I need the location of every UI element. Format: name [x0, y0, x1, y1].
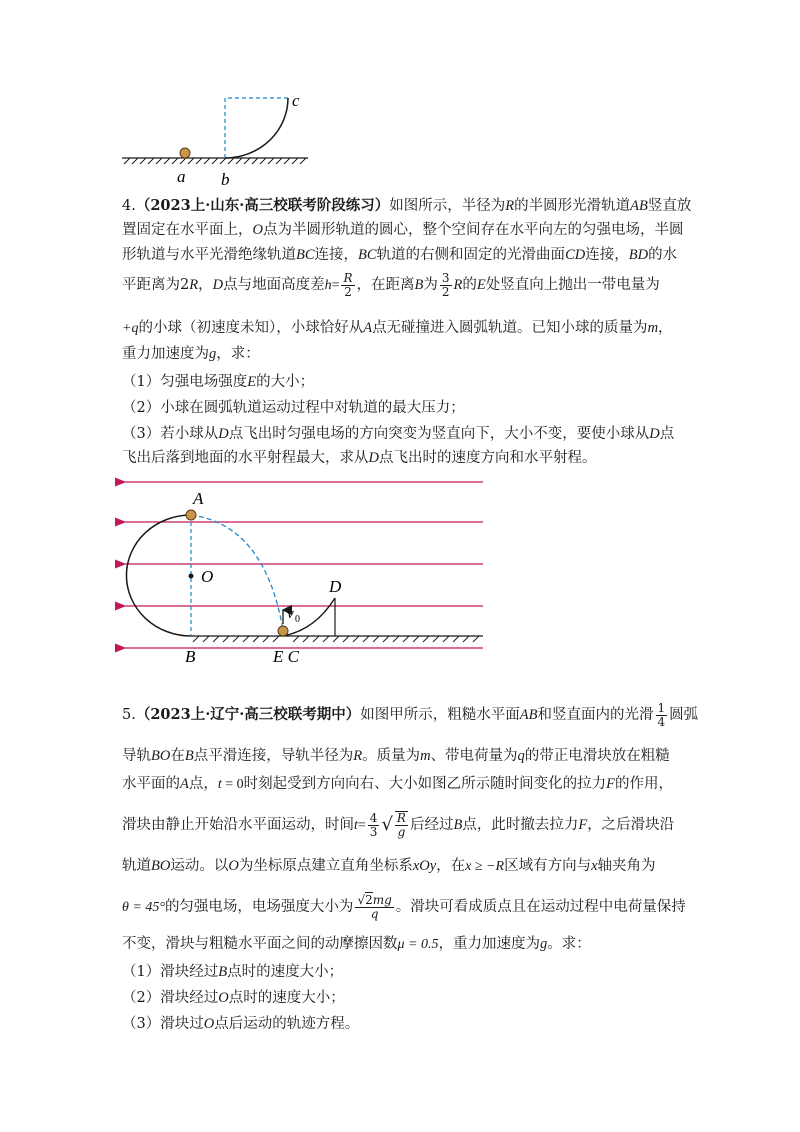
label-a: a: [177, 167, 186, 186]
q4-line-2: 置固定在水平面上，O点为半圆形轨道的圆心，整个空间存在水平向左的匀强电场，半圆: [122, 222, 684, 238]
q5-sqrt-r-over-g: $\frac{R}{g}$: [396, 811, 406, 839]
q5-line-1: 5.（2023上·辽宁·高三校联考期中）如图甲所示，粗糙水平面AB和竖直面内的光滑 $\frac{1}{4}$ 圆弧: [122, 700, 699, 729]
q5-line-3: 水平面的A点，t = 0时刻起受到方向向右、大小如图乙所示随时间变化的拉力F的作用，: [122, 776, 674, 792]
q4-line-1: 4.（2023上·山东·高三校联考阶段练习）如图所示，半径为R的半圆形光滑轨道AB竖直放: [122, 197, 692, 214]
q5-subq-1: （1）滑块经过B点时的速度大小；: [122, 964, 344, 980]
q4-line-3: 形轨道与水平光滑绝缘轨道BC连接，BC轨道的右侧和固定的光滑曲面CD连接，BD的水: [122, 247, 678, 263]
ground-hatch: [122, 158, 308, 164]
label-D: D: [329, 577, 342, 596]
q5-fraction-4-over-3: $\frac{4}{3}$: [369, 810, 378, 839]
q5-line-6: θ = 45°的匀强电场，电场强度大小为 $\frac{√2mg}{q}$ 。滑块可看成质点且在运动过程中电荷量保持: [122, 892, 686, 921]
ground-hatch: [191, 636, 483, 642]
q5-fraction-1-over-4: $\frac{1}{4}$: [657, 700, 666, 729]
label-v0-sub: 0: [295, 614, 300, 625]
label-O: O: [201, 567, 214, 586]
label-c: c: [292, 91, 300, 110]
quarter-arc: [225, 98, 288, 158]
q5-line-4: 滑块由静止开始沿水平面运动，时间t= $\frac{4}{3}$ √ $\frac{R}{g}$ 后经过B点，此时撤去拉力F，之后滑块沿: [122, 808, 682, 843]
dashed-square: [225, 98, 288, 158]
figure-1: [110, 88, 350, 188]
sqrt-sign: √: [381, 814, 393, 835]
field-lines: [125, 482, 483, 648]
label-v0: v: [287, 606, 294, 622]
ball-a: [180, 148, 190, 158]
q5-line-5: 轨道BO运动。以O为坐标原点建立直角坐标系xOy，在x ≥ −R区域有方向与x轴夹角为: [122, 858, 656, 874]
q4-subq-2: （2）小球在圆弧轨道运动过程中对轨道的最大压力；: [122, 400, 465, 416]
label-B: B: [185, 647, 196, 666]
q4-fraction-3-over-2: $\frac{3}{2}$: [441, 270, 450, 299]
figure-2: [115, 470, 490, 670]
semicircle-track: [126, 515, 191, 636]
label-b: b: [221, 170, 230, 188]
q5-line-2: 导轨BO在B点平滑连接，导轨半径为R。质量为m、带电荷量为q的带正电滑块放在粗糙: [122, 748, 670, 764]
q4-subq-3-line-1: （3）若小球从D点飞出时匀强电场的方向突变为竖直向下，大小不变，要使小球从D点: [122, 426, 675, 442]
q5-fraction-field: $\frac{√2mg}{q}$: [357, 892, 392, 921]
ball-at-a: [186, 510, 196, 520]
q4-line-6: 重力加速度为g，求：: [122, 346, 260, 362]
ball-at-e: [278, 626, 288, 636]
q5-source: （2023上·辽宁·高三校联考期中）: [135, 706, 361, 723]
q4-line-5: +q的小球（初速度未知），小球恰好从A点无碰撞进入圆弧轨道。已知小球的质量为m，: [122, 320, 673, 336]
q5-line-7: 不变，滑块与粗糙水平面之间的动摩擦因数μ = 0.5，重力加速度为g。求：: [122, 936, 591, 952]
q4-line-4: 平距离为2R，D点与地面高度差h= $\frac{R}{2}$ ，在距离B为 $\frac{3}{2}$ R的E处竖直向上抛出一带电量为: [122, 270, 660, 299]
q4-fraction-r-over-2: $\frac{R}{2}$: [343, 270, 353, 299]
label-EC: E C: [273, 647, 299, 666]
label-A: A: [193, 489, 204, 508]
q5-subq-3: （3）滑块过O点后运动的轨迹方程。: [122, 1016, 360, 1032]
center-o: [189, 574, 194, 579]
q4-source: （2023上·山东·高三校联考阶段练习）: [135, 197, 390, 214]
q4-subq-1: （1）匀强电场强度E的大小；: [122, 374, 315, 390]
q4-subq-3-line-2: 飞出后落到地面的水平射程最大，求从D点飞出时的速度方向和水平射程。: [122, 450, 597, 466]
q5-subq-2: （2）滑块经过O点时的速度大小；: [122, 990, 345, 1006]
